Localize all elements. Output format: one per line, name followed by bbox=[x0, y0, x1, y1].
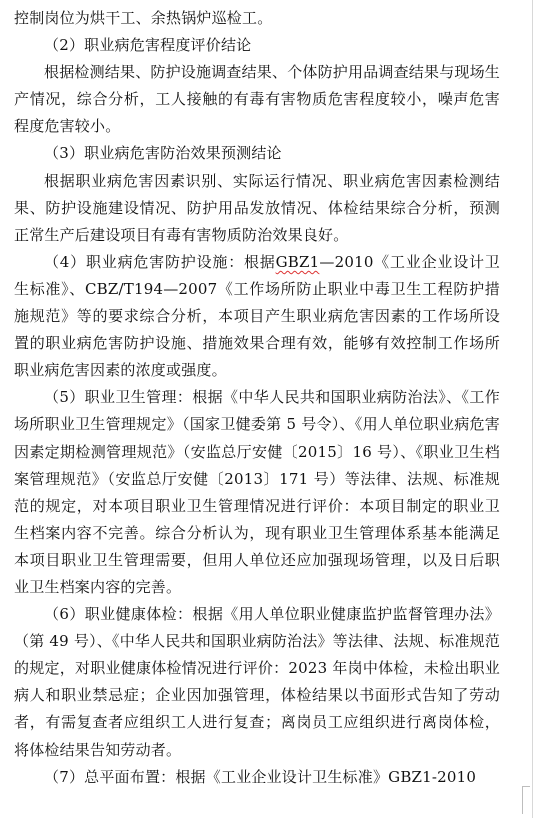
section-4-body bbox=[14, 249, 500, 384]
section-4-rest: —2010《工业企业设计卫生标准》、CBZ/T194—2007《工作场所防止职业中毒卫生工程防护措施规范》等的要求综合分析，本项目产生职业病危害因素的工作场所设置的职业病危害防护设施、措施效果合理有效，能够有效控制工作场所职业病危害因素的浓度或强度。 bbox=[14, 252, 500, 380]
section-4-prefix: （4）职业病危害防护设施：根据 bbox=[44, 252, 276, 271]
section-2-body: 根据检测结果、防护设施调查结果、个体防护用品调查结果与现场生产情况，综合分析，工人接触的有毒有害物质危害程度较小，噪声危害程度危害较小。 bbox=[14, 63, 501, 136]
spellcheck-flagged-standard: GBZ1 bbox=[275, 252, 320, 271]
section-2-heading: （2）职业病危害程度评价结论 bbox=[44, 36, 252, 55]
paragraph-continuation: 控制岗位为烘干工、余热锅炉巡检工。 bbox=[14, 9, 273, 27]
document-body bbox=[14, 5, 500, 791]
section-7-body: （7）总平面布置：根据《工业企业设计卫生标准》GBZ1-2010 bbox=[44, 767, 477, 786]
section-3-heading: （3）职业病危害防治效果预测结论 bbox=[44, 144, 282, 163]
section-5-body: （5）职业卫生管理：根据《中华人民共和国职业病防治法》、《工作场所职业卫生管理规定》（国家卫健委第 5 号令）、《用人单位职业病危害因素定期检测管理规范》（安监总厅安健〔2015〕16 号）、《职业卫生档案管理规范》（安监总厅安健〔2013〕171 号）等法律、法规、标准规范的规定，对本项目职业卫生管理情况进行评价：本项目制定的职业卫生档案内容不完善。综合分析认为，现有职业卫生管理体系基本能满足本项目职业卫生管理需要，但用人单位还应加强现场管理，以及日后职业卫生档案内容的完善。 bbox=[14, 388, 500, 596]
section-6-body: （6）职业健康体检：根据《用人单位职业健康监护监督管理办法》（第 49 号）、《中华人民共和国职业病防治法》等法律、法规、标准规范的规定，对职业健康体检情况进行评价：2023 年岗中体检，未检出职业病人和职业禁忌症；企业因加强管理，体检结果以书面形式告知了劳动者，有需复查者应组织工人进行复查；离岗员工应组织进行离岗体检，将体检结果告知劳动者。 bbox=[14, 605, 500, 759]
section-3-body: 根据职业病危害因素识别、实际运行情况、职业病危害因素检测结果、防护设施建设情况、防护用品发放情况、体检结果综合分析，预测正常生产后建设项目有毒有害物质防治效果良好。 bbox=[14, 171, 500, 244]
page-corner-mark bbox=[522, 786, 530, 814]
